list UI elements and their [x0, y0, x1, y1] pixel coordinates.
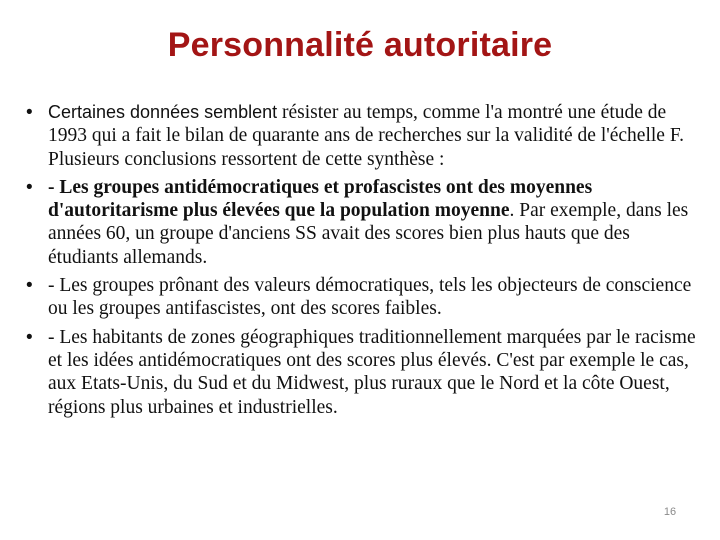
bullet-3-text: - Les groupes prônant des valeurs démocratiques, tels les objecteurs de conscience ou les groupes antifascistes, ont des scores faibles. — [48, 275, 692, 320]
bullet-1-text: résister au temps, comme l'a montré une étude de 1993 qui a fait le bilan de quarante ans de recherches sur la validité de l'échelle F. Plusieurs conclusions ressortent de cette synthèse : — [48, 102, 684, 170]
bullet-item-1 — [26, 101, 700, 171]
slide-title: Personnalité autoritaire — [167, 26, 553, 64]
bullet-2-bold-text: - Les groupes antidémocratiques et profascistes ont des moyennes d'autoritarisme plus élevées que la population moyenne — [48, 176, 593, 222]
page-number: 16 — [663, 506, 677, 518]
bullet-item-2 — [26, 176, 700, 269]
bullet-4-text: - Les habitants de zones géographiques traditionnellement marquées par le racisme et les idées antidémocratiques ont des scores plus élevés. C'est par exemple le cas, aux Etats-Unis, du Sud et du Midwest, plus ruraux que le Nord et la côte Ouest, régions plus urbaines et industrielles. — [48, 326, 696, 418]
bullet-dot-icon: • — [26, 326, 33, 348]
bullet-dot-icon: • — [26, 176, 33, 198]
bullet-item-4 — [26, 326, 700, 419]
bullet-dot-icon: • — [26, 102, 33, 123]
bullet-item-3 — [26, 274, 700, 321]
bullet-list — [26, 101, 700, 424]
bullet-2-text: . Par exemple, dans les années 60, un groupe d'anciens SS avait des scores bien plus hauts que des étudiants allemands. — [48, 200, 689, 268]
bullet-dot-icon: • — [26, 275, 33, 297]
bullet-1-lead: Certaines données semblent — [48, 102, 278, 122]
